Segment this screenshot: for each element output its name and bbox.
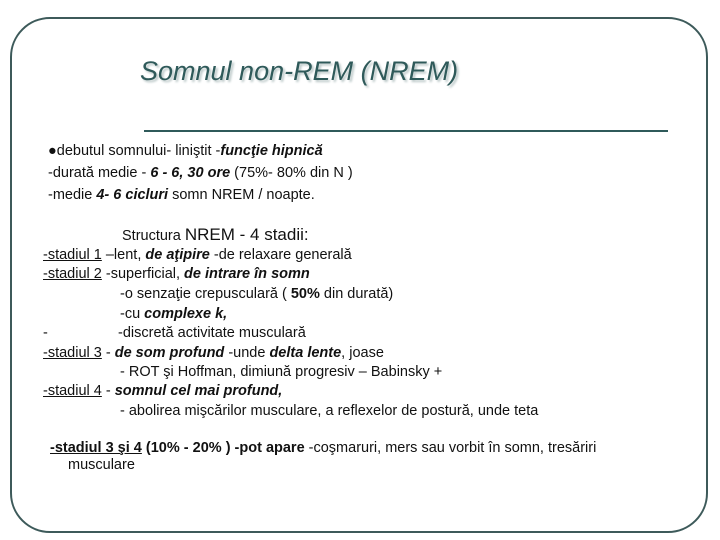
stage-2-detail-3 [118,324,306,342]
footer-text: -coşmaruri, mers sau vorbit în somn, tresăriri [304,440,597,456]
stage-text: - [101,383,115,399]
stage-text: -discretă activitate musculară [118,325,306,341]
stage-text: -unde [224,345,270,361]
stage-3-line [43,344,384,362]
slide-title: Somnul non-REM (NREM) [140,56,459,86]
footer-emphasis: -pot apare [234,440,305,456]
title-divider [144,130,668,132]
stage-emphasis: 50% [290,286,320,302]
stage-emphasis: de intrare în somn [184,266,310,282]
footer-label: -stadiul 3 şi 4 [50,440,142,456]
stage-text: - [43,325,48,341]
footer-line-2 [68,456,135,474]
stage-2-detail-2 [120,305,227,323]
intro-text: -medie [48,187,97,203]
intro-emphasis: funcţie hipnică [220,143,323,159]
stage-text: din durată) [319,286,394,302]
intro-text: ●debutul somnului- liniştit - [48,143,221,159]
stage-emphasis: complexe k, [144,306,228,322]
intro-text: (75%- 80% din N ) [230,165,353,181]
intro-emphasis: 6 - 6, 30 ore [150,165,231,181]
stage-emphasis: somnul cel mai profund, [114,383,283,399]
stage-2-detail-1 [120,285,393,303]
stage-label: -stadiul 2 [43,266,102,282]
stage-label: -stadiul 4 [43,383,102,399]
stage-4-detail [120,402,538,420]
stage-emphasis: de aţipire [145,247,210,263]
stage-text: -superficial, [101,266,185,282]
stage-text: - ROT şi Hoffman, dimiună progresiv – Babinsky + [120,364,443,380]
footer-emphasis: (10% - 20% ) [141,440,235,456]
structure-text: Structura [122,228,185,244]
stage-1-line [43,246,352,264]
intro-emphasis: 4- 6 cicluri [96,187,169,203]
intro-text: -durată medie - [48,165,151,181]
stage-emphasis: delta lente [269,345,342,361]
stage-2-line [43,265,310,283]
intro-line-3 [48,186,315,204]
stage-2-detail-3-dash [43,324,48,342]
stage-text: - [101,345,115,361]
stage-text: -cu [120,306,145,322]
stage-label: -stadiul 3 [43,345,102,361]
intro-line-2 [48,164,353,182]
stage-3-detail [120,363,442,381]
stage-emphasis: de som profund [114,345,225,361]
stage-text: , joase [341,345,384,361]
stage-text: - abolirea mişcărilor musculare, a reflexelor de postură, unde teta [120,403,539,419]
stage-text: –lent, [101,247,146,263]
intro-text: somn NREM / noapte. [168,187,315,203]
structure-emphasis: NREM - 4 stadii: [184,225,309,244]
stage-text: -de relaxare generală [209,247,352,263]
stage-4-line [43,382,282,400]
footer-line-1 [50,439,596,457]
footer-text: musculare [68,457,135,473]
structure-heading [122,226,309,245]
stage-label: -stadiul 1 [43,247,102,263]
intro-line-1 [48,142,323,160]
stage-text: -o senzaţie crepusculară ( [120,286,291,302]
